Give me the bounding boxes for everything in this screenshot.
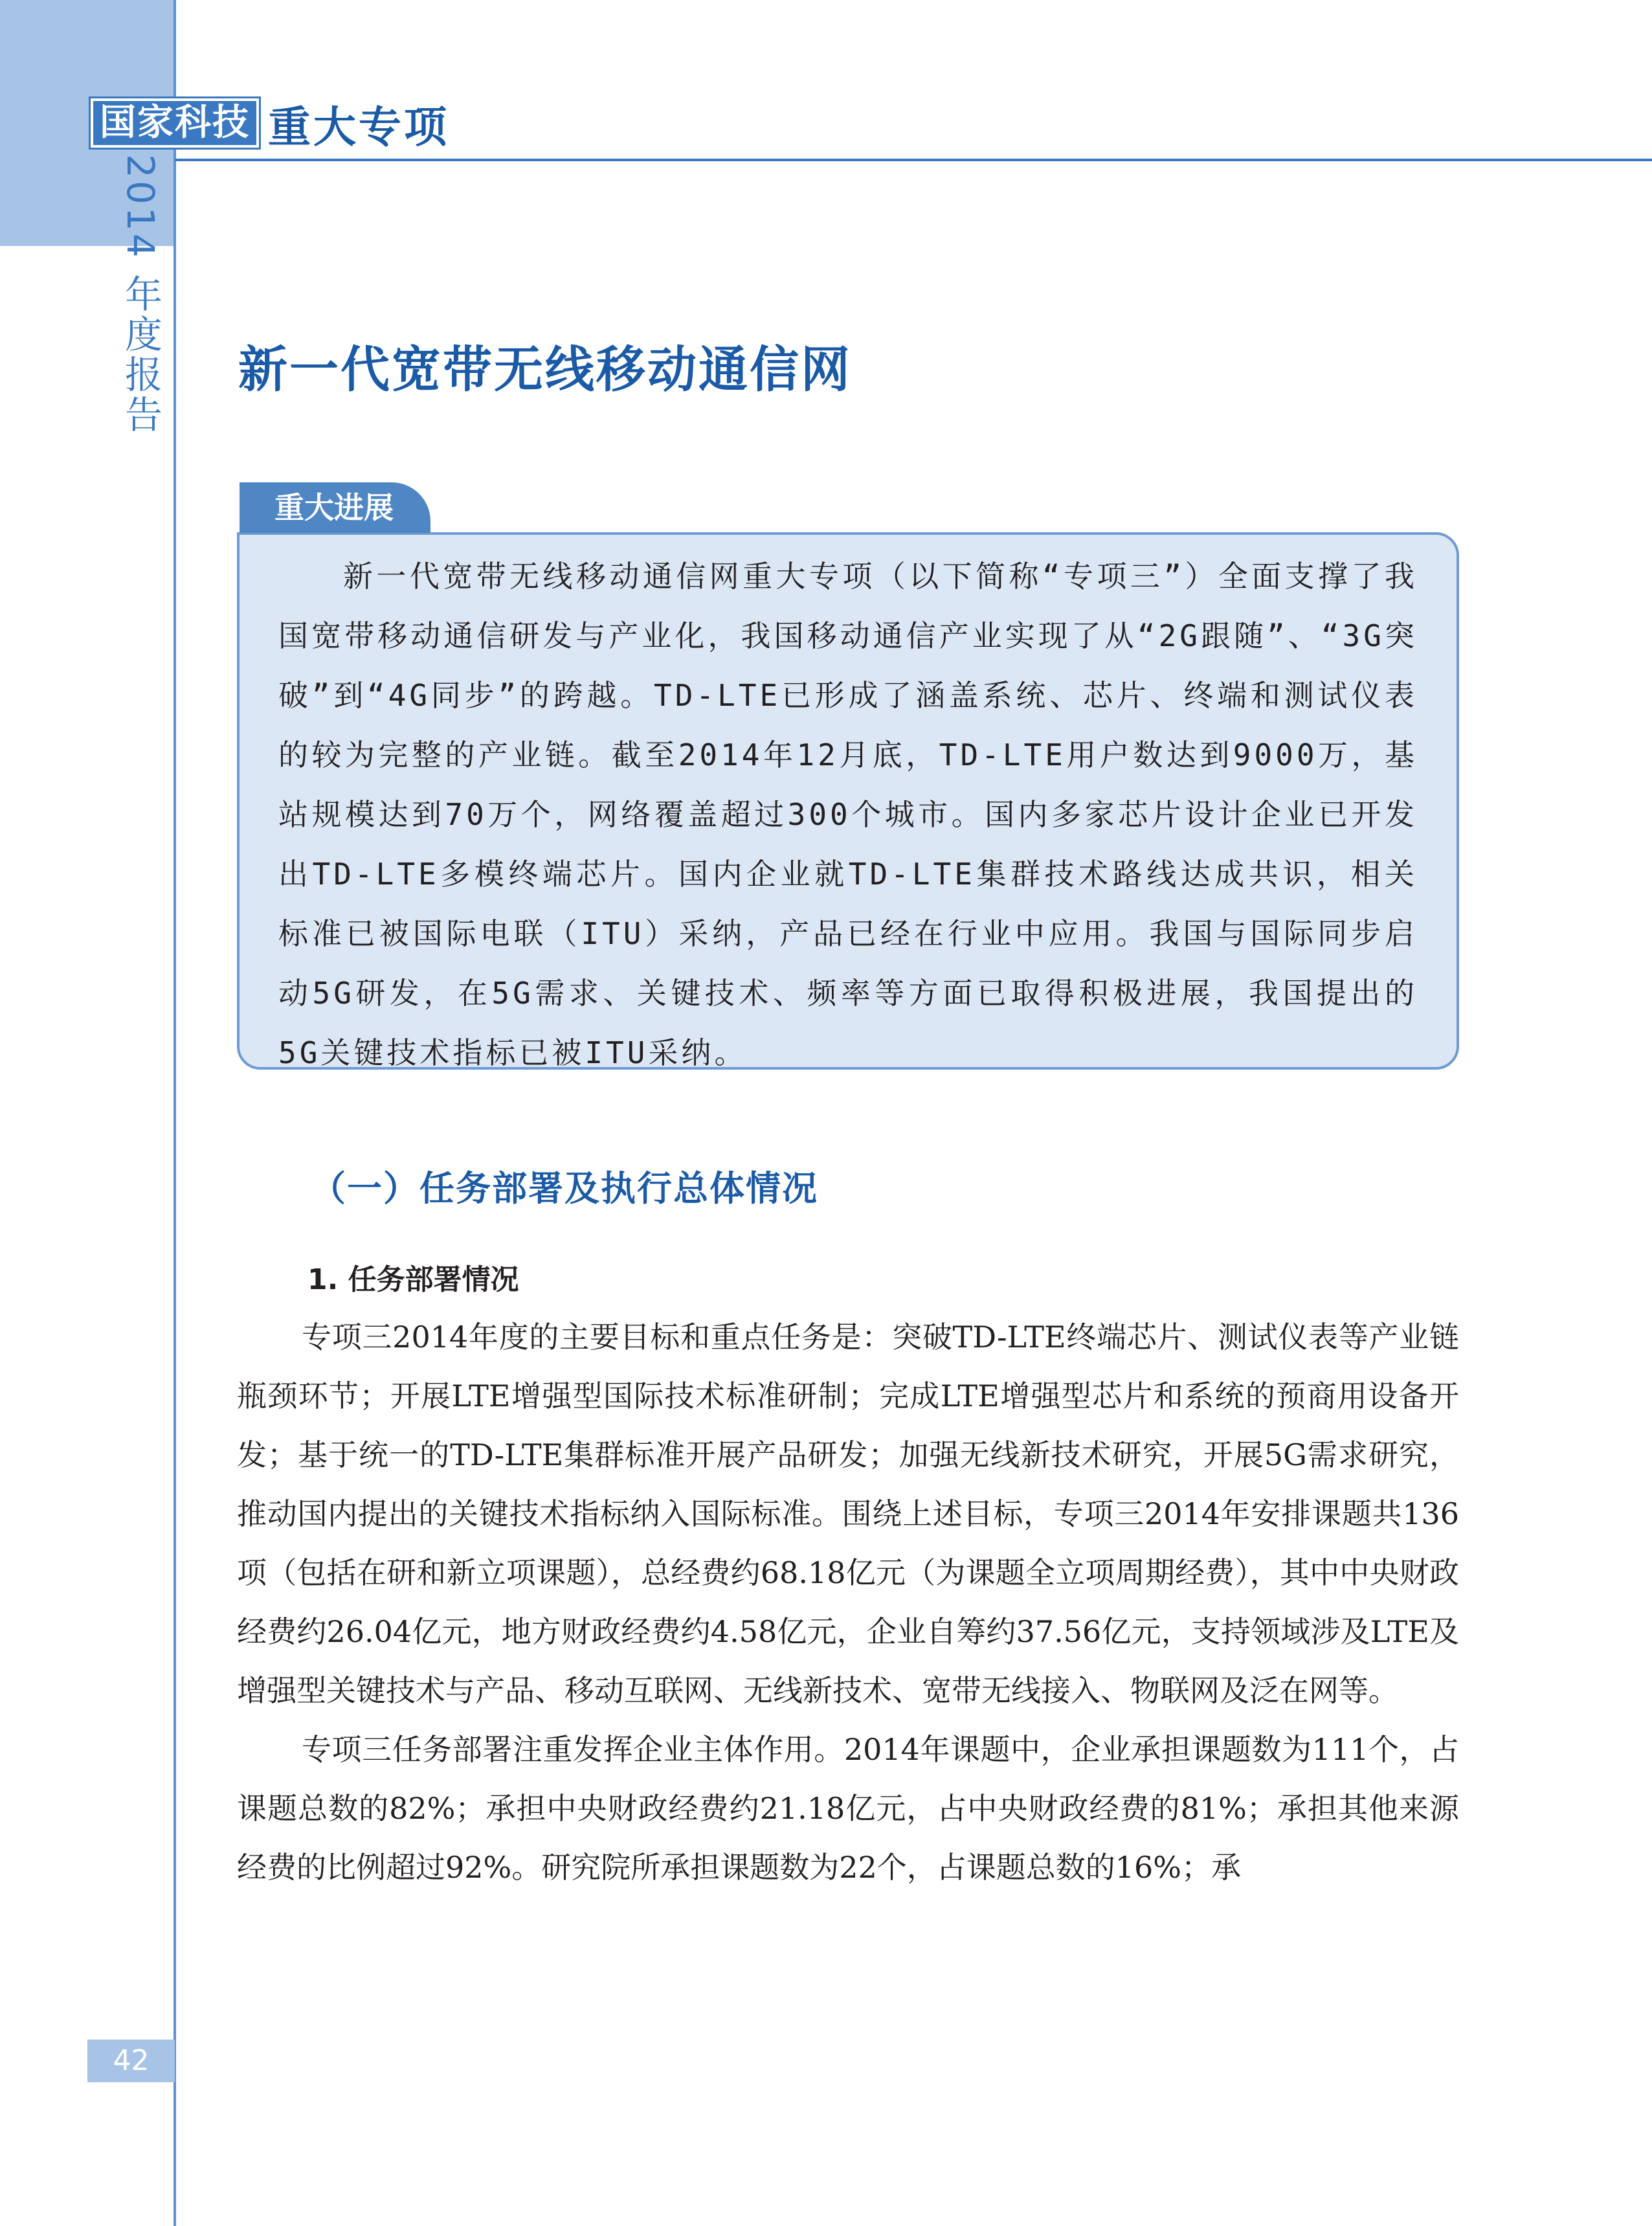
header-brand-tail: 重大专项 — [268, 101, 449, 152]
section-heading: （一）任务部署及执行总体情况 — [311, 1168, 818, 1209]
side-margin-line — [173, 0, 176, 2226]
header-brand-box: 国家科技 — [91, 98, 259, 148]
header-rule — [175, 159, 1652, 161]
year-suffix: 年度报告 — [118, 275, 162, 436]
page-number: 42 — [87, 2040, 175, 2082]
body-text — [237, 1308, 1459, 1897]
highlight-paragraph: 新一代宽带无线移动通信网重大专项（以下简称“专项三”）全面支撑了我国宽带移动通信研发与产业化，我国移动通信产业实现了从“2G跟随”、“3G突破”到“4G同步”的跨越。TD-LTE已形成了涵盖系统、芯片、终端和测试仪表的较为完整的产业链。截至2014年12月底，TD-LTE用户数达到9000万，基站规模达到70万个，网络覆盖超过300个城市。国内多家芯片设计企业已开发出TD-LTE多模终端芯片。国内企业就TD-LTE集群技术路线达成共识，相关标准已被国际电联（ITU）采纳，产品已经在行业中应用。我国与国际同步启动5G研发，在5G需求、关键技术、频率等方面已取得积极进展，我国提出的5G关键技术指标已被ITU采纳。 — [278, 559, 1418, 1070]
body-paragraph: 专项三任务部署注重发挥企业主体作用。2014年课题中，企业承担课题数为111个，占课题总数的82%；承担中央财政经费约21.18亿元，占中央财政经费的81%；承担其他来源经费的比例超过92%。研究院所承担课题数为22个，占课题总数的16%；承 — [237, 1732, 1459, 1885]
highlight-tab-label: 重大进展 — [240, 482, 430, 533]
page-title: 新一代宽带无线移动通信网 — [238, 341, 852, 398]
year-number: 2014 — [118, 154, 162, 260]
sub-heading: 1. 任务部署情况 — [307, 1263, 519, 1296]
vertical-year-label — [113, 154, 168, 435]
highlight-box — [237, 532, 1459, 1070]
running-header — [91, 97, 449, 152]
body-paragraph: 专项三2014年度的主要目标和重点任务是：突破TD-LTE终端芯片、测试仪表等产业链瓶颈环节；开展LTE增强型国际技术标准研制；完成LTE增强型芯片和系统的预商用设备开发；基于统一的TD-LTE集群标准开展产品研发；加强无线新技术研究，开展5G需求研究，推动国内提出的关键技术指标纳入国际标准。围绕上述目标，专项三2014年安排课题共136项（包括在研和新立项课题），总经费约68.18亿元（为课题全立项周期经费），其中中央财政经费约26.04亿元，地方财政经费约4.58亿元，企业自筹约37.56亿元，支持领域涉及LTE及增强型关键技术与产品、移动互联网、无线新技术、宽带无线接入、物联网及泛在网等。 — [237, 1320, 1459, 1708]
